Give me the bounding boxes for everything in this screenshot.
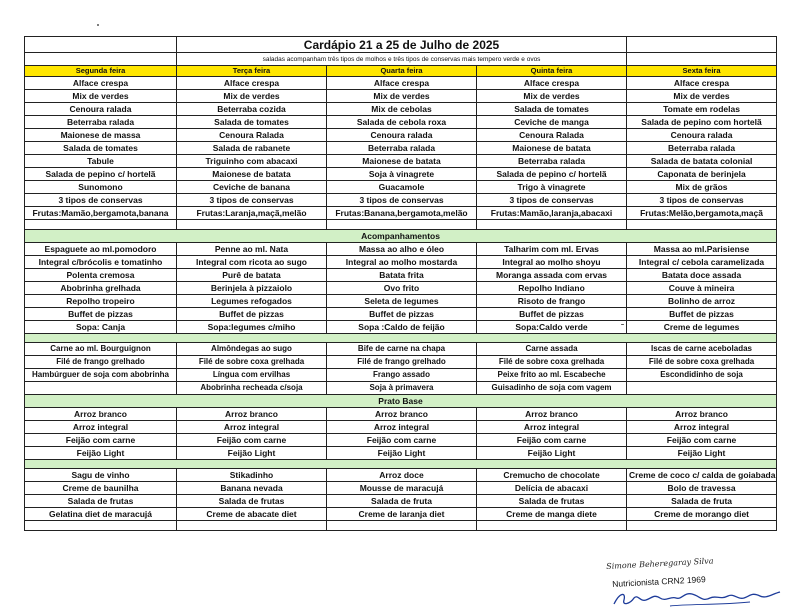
menu-cell: Salada de pepino com hortelã xyxy=(627,116,777,129)
menu-cell: Sunomono xyxy=(25,181,177,194)
day-friday: Sexta feira xyxy=(627,66,777,77)
menu-cell: Carne assada xyxy=(477,343,627,356)
menu-cell: Salada de tomates xyxy=(25,142,177,155)
menu-cell: Frutas:Banana,bergamota,melão xyxy=(327,207,477,220)
menu-cell: Integral c/brócolis e tomatinho xyxy=(25,256,177,269)
menu-subtitle: saladas acompanham três tipos de molhos e três tipos de conservas mais tempero verde e ovos xyxy=(177,53,627,66)
menu-cell: Salada de rabanete xyxy=(177,142,327,155)
dessert-row xyxy=(25,508,777,521)
section-divider xyxy=(25,460,777,469)
day-thursday: Quinta feira xyxy=(477,66,627,77)
menu-cell: Maionese de batata xyxy=(177,168,327,181)
menu-cell: Maionese de massa xyxy=(25,129,177,142)
menu-cell xyxy=(627,382,777,395)
menu-cell: Guisadinho de soja com vagem xyxy=(477,382,627,395)
menu-cell: 3 tipos de conservas xyxy=(177,194,327,207)
menu-cell: Beterraba ralada xyxy=(627,142,777,155)
menu-cell: Feijão Light xyxy=(177,447,327,460)
menu-cell: Salada de frutas xyxy=(477,495,627,508)
menu-cell: Seleta de legumes xyxy=(327,295,477,308)
nutritionist-credential: Nutricionista CRN2 1969 xyxy=(612,574,706,589)
menu-cell: Frango assado xyxy=(327,369,477,382)
scan-speck xyxy=(621,324,624,325)
menu-cell: Mousse de maracujá xyxy=(327,482,477,495)
menu-cell: Peixe frito ao ml. Escabeche xyxy=(477,369,627,382)
menu-cell: Integral ao molho shoyu xyxy=(477,256,627,269)
base-section-header xyxy=(25,395,777,408)
menu-cell: Ovo frito xyxy=(327,282,477,295)
menu-cell: Filé de frango grelhado xyxy=(327,356,477,369)
side-dish-row xyxy=(25,295,777,308)
menu-cell: Escondidinho de soja xyxy=(627,369,777,382)
menu-cell: Creme de laranja diet xyxy=(327,508,477,521)
menu-cell: Filé de sobre coxa grelhada xyxy=(627,356,777,369)
menu-cell: Alface crespa xyxy=(327,77,477,90)
menu-cell: Bolo de travessa xyxy=(627,482,777,495)
menu-cell: Abobrinha recheada c/soja xyxy=(177,382,327,395)
menu-cell: Feijão com carne xyxy=(627,434,777,447)
side-dish-row xyxy=(25,321,777,334)
menu-cell: Arroz branco xyxy=(177,408,327,421)
menu-cell: Creme de coco c/ calda de goiabada xyxy=(627,469,777,482)
menu-cell: Feijão com carne xyxy=(477,434,627,447)
main-dish-row xyxy=(25,343,777,356)
menu-cell: Bolinho de arroz xyxy=(627,295,777,308)
menu-cell: Filé de frango grelhado xyxy=(25,356,177,369)
side-dish-row xyxy=(25,282,777,295)
menu-cell: Feijão com carne xyxy=(25,434,177,447)
menu-cell: Espaguete ao ml.pomodoro xyxy=(25,243,177,256)
menu-cell: Arroz branco xyxy=(327,408,477,421)
menu-cell: Iscas de carne aceboladas xyxy=(627,343,777,356)
main-dish-row xyxy=(25,356,777,369)
menu-table xyxy=(24,36,777,531)
menu-cell: Arroz doce xyxy=(327,469,477,482)
menu-cell: Maionese de batata xyxy=(327,155,477,168)
subtitle-row xyxy=(25,53,777,66)
menu-cell: Tomate em rodelas xyxy=(627,103,777,116)
side-dish-row xyxy=(25,269,777,282)
menu-cell: Beterraba cozida xyxy=(177,103,327,116)
menu-cell: Alface crespa xyxy=(477,77,627,90)
day-wednesday: Quarta feira xyxy=(327,66,477,77)
menu-cell: Arroz branco xyxy=(477,408,627,421)
empty-row xyxy=(25,220,777,230)
menu-cell: Soja à vinagrete xyxy=(327,168,477,181)
menu-cell: Frutas:Mamão,laranja,abacaxi xyxy=(477,207,627,220)
menu-cell: Massa ao alho e óleo xyxy=(327,243,477,256)
menu-cell: Massa ao ml.Parisiense xyxy=(627,243,777,256)
salad-row xyxy=(25,207,777,220)
menu-cell: Berinjela à pizzaiolo xyxy=(177,282,327,295)
menu-cell: Arroz integral xyxy=(627,421,777,434)
menu-cell: Beterraba ralada xyxy=(477,155,627,168)
day-monday: Segunda feira xyxy=(25,66,177,77)
menu-cell: Cenoura ralada xyxy=(627,129,777,142)
menu-cell: Salada de fruta xyxy=(327,495,477,508)
day-tuesday: Terça feira xyxy=(177,66,327,77)
menu-cell: Cenoura ralada xyxy=(25,103,177,116)
menu-cell: Cenoura ralada xyxy=(327,129,477,142)
sides-section-header xyxy=(25,230,777,243)
menu-cell: Maionese de batata xyxy=(477,142,627,155)
menu-cell: Salada de batata colonial xyxy=(627,155,777,168)
base-dish-row xyxy=(25,434,777,447)
menu-cell: Buffet de pizzas xyxy=(327,308,477,321)
scan-speck xyxy=(97,24,99,26)
menu-cell: Sopa: Canja xyxy=(25,321,177,334)
menu-cell: Integral c/ cebola caramelizada xyxy=(627,256,777,269)
menu-cell: Cenoura Ralada xyxy=(177,129,327,142)
menu-cell: Carne ao ml. Bourguignon xyxy=(25,343,177,356)
base-dish-row xyxy=(25,447,777,460)
menu-cell: Mix de verdes xyxy=(627,90,777,103)
menu-cell: Purê de batata xyxy=(177,269,327,282)
menu-cell: Salada de fruta xyxy=(627,495,777,508)
menu-cell: Feijão Light xyxy=(477,447,627,460)
menu-cell: 3 tipos de conservas xyxy=(327,194,477,207)
menu-cell: Salada de frutas xyxy=(25,495,177,508)
base-section-header-label: Prato Base xyxy=(25,395,777,408)
salad-row xyxy=(25,129,777,142)
menu-cell: Sopa:Caldo verde xyxy=(477,321,627,334)
signature-stamp-name: Simone Beheregaray Silva xyxy=(606,556,714,571)
menu-cell: Ceviche de manga xyxy=(477,116,627,129)
menu-cell: Caponata de berinjela xyxy=(627,168,777,181)
menu-cell: Creme de manga diete xyxy=(477,508,627,521)
menu-cell: Beterraba ralada xyxy=(25,116,177,129)
menu-cell: Gelatina diet de maracujá xyxy=(25,508,177,521)
title-row xyxy=(25,37,777,53)
menu-cell: Creme de baunilha xyxy=(25,482,177,495)
menu-cell: Risoto de frango xyxy=(477,295,627,308)
menu-cell: Mix de verdes xyxy=(177,90,327,103)
menu-cell: Arroz integral xyxy=(177,421,327,434)
main-dish-row xyxy=(25,369,777,382)
menu-cell: Mix de verdes xyxy=(25,90,177,103)
dessert-row xyxy=(25,469,777,482)
menu-title: Cardápio 21 a 25 de Julho de 2025 xyxy=(177,37,627,53)
menu-cell: Integral com ricota ao sugo xyxy=(177,256,327,269)
menu-cell: Soja à primavera xyxy=(327,382,477,395)
menu-cell: Batata frita xyxy=(327,269,477,282)
menu-cell: Creme de abacate diet xyxy=(177,508,327,521)
salad-row xyxy=(25,194,777,207)
menu-cell: Ceviche de banana xyxy=(177,181,327,194)
menu-cell: Arroz branco xyxy=(25,408,177,421)
menu-cell: Salada de tomates xyxy=(177,116,327,129)
menu-cell: Salada de tomates xyxy=(477,103,627,116)
empty-row xyxy=(25,521,777,531)
dessert-row xyxy=(25,495,777,508)
menu-cell: 3 tipos de conservas xyxy=(627,194,777,207)
menu-cell: Filé de sobre coxa grelhada xyxy=(477,356,627,369)
main-dish-row xyxy=(25,382,777,395)
menu-cell: Mix de verdes xyxy=(477,90,627,103)
side-dish-row xyxy=(25,256,777,269)
menu-cell: 3 tipos de conservas xyxy=(25,194,177,207)
menu-cell: Alface crespa xyxy=(177,77,327,90)
menu-cell: Repolho Indiano xyxy=(477,282,627,295)
menu-cell: Trigo à vinagrete xyxy=(477,181,627,194)
menu-cell: Couve à mineira xyxy=(627,282,777,295)
salad-row xyxy=(25,168,777,181)
menu-cell: Alface crespa xyxy=(627,77,777,90)
menu-cell: Buffet de pizzas xyxy=(477,308,627,321)
salad-row xyxy=(25,103,777,116)
menu-cell: Stikadinho xyxy=(177,469,327,482)
menu-cell: Repolho tropeiro xyxy=(25,295,177,308)
menu-cell: Beterraba ralada xyxy=(327,142,477,155)
side-dish-row xyxy=(25,243,777,256)
menu-cell: Almôndegas ao sugo xyxy=(177,343,327,356)
salad-row xyxy=(25,116,777,129)
base-dish-row xyxy=(25,421,777,434)
menu-cell: Sopa :Caldo de feijão xyxy=(327,321,477,334)
menu-cell: Abobrinha grelhada xyxy=(25,282,177,295)
menu-cell: Arroz integral xyxy=(477,421,627,434)
menu-cell: Triguinho com abacaxi xyxy=(177,155,327,168)
menu-cell: Integral ao molho mostarda xyxy=(327,256,477,269)
menu-cell: Delícia de abacaxi xyxy=(477,482,627,495)
menu-cell: Bife de carne na chapa xyxy=(327,343,477,356)
menu-cell: Batata doce assada xyxy=(627,269,777,282)
menu-cell: Arroz integral xyxy=(25,421,177,434)
menu-cell: Salada de frutas xyxy=(177,495,327,508)
side-dish-row xyxy=(25,308,777,321)
salad-row xyxy=(25,90,777,103)
menu-cell: Mix de grãos xyxy=(627,181,777,194)
menu-cell: Feijão com carne xyxy=(327,434,477,447)
menu-cell: Frutas:Mamão,bergamota,banana xyxy=(25,207,177,220)
menu-cell: Cremucho de chocolate xyxy=(477,469,627,482)
menu-cell: Tabule xyxy=(25,155,177,168)
menu-cell xyxy=(25,382,177,395)
handwritten-signature xyxy=(610,586,790,610)
menu-cell: Alface crespa xyxy=(25,77,177,90)
salad-row xyxy=(25,181,777,194)
days-header-row xyxy=(25,66,777,77)
menu-cell: Buffet de pizzas xyxy=(177,308,327,321)
menu-cell: Sopa:legumes c/miho xyxy=(177,321,327,334)
menu-cell: Língua com ervilhas xyxy=(177,369,327,382)
menu-cell: Sagu de vinho xyxy=(25,469,177,482)
salad-row xyxy=(25,77,777,90)
menu-cell: Moranga assada com ervas xyxy=(477,269,627,282)
section-divider xyxy=(25,334,777,343)
menu-cell: 3 tipos de conservas xyxy=(477,194,627,207)
menu-cell: Legumes refogados xyxy=(177,295,327,308)
menu-cell: Polenta cremosa xyxy=(25,269,177,282)
menu-cell: Salada de cebola roxa xyxy=(327,116,477,129)
menu-cell: Arroz branco xyxy=(627,408,777,421)
menu-cell: Guacamole xyxy=(327,181,477,194)
menu-cell: Penne ao ml. Nata xyxy=(177,243,327,256)
salad-row xyxy=(25,142,777,155)
menu-cell: Feijão com carne xyxy=(177,434,327,447)
menu-cell: Feijão Light xyxy=(327,447,477,460)
menu-cell: Talharim com ml. Ervas xyxy=(477,243,627,256)
menu-cell: Frutas:Laranja,maçã,melão xyxy=(177,207,327,220)
menu-cell: Feijão Light xyxy=(627,447,777,460)
menu-cell: Filé de sobre coxa grelhada xyxy=(177,356,327,369)
menu-cell: Hambúrguer de soja com abobrinha xyxy=(25,369,177,382)
menu-cell: Salada de pepino c/ hortelã xyxy=(477,168,627,181)
dessert-row xyxy=(25,482,777,495)
menu-cell: Salada de pepino c/ hortelã xyxy=(25,168,177,181)
menu-cell: Creme de legumes xyxy=(627,321,777,334)
salad-row xyxy=(25,155,777,168)
sides-section-header-label: Acompanhamentos xyxy=(25,230,777,243)
menu-cell: Buffet de pizzas xyxy=(627,308,777,321)
menu-cell: Creme de morango diet xyxy=(627,508,777,521)
menu-cell: Cenoura Ralada xyxy=(477,129,627,142)
menu-cell: Banana nevada xyxy=(177,482,327,495)
menu-cell: Arroz integral xyxy=(327,421,477,434)
menu-cell: Buffet de pizzas xyxy=(25,308,177,321)
base-dish-row xyxy=(25,408,777,421)
menu-cell: Feijão Light xyxy=(25,447,177,460)
menu-cell: Mix de cebolas xyxy=(327,103,477,116)
menu-cell: Mix de verdes xyxy=(327,90,477,103)
menu-cell: Frutas:Melão,bergamota,maçã xyxy=(627,207,777,220)
